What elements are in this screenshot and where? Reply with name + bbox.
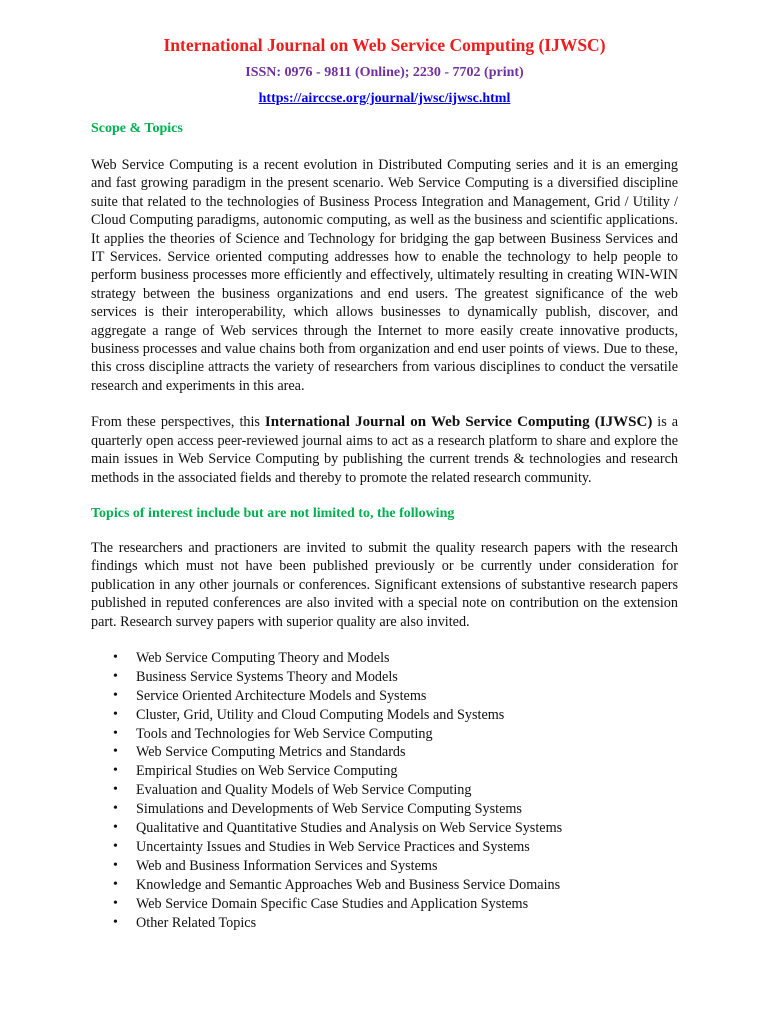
topic-list-item: • Uncertainty Issues and Studies in Web Service Practices and Systems bbox=[113, 838, 678, 857]
topic-list-item: • Empirical Studies on Web Service Computing bbox=[113, 762, 678, 781]
perspective-text-post: is a quarterly open access peer-reviewed journal aims to act as a research platform to share and explore the main issues in Web Service Computing by publishing the current trends & technologies and research methods in the associated fields and thereby to promote the related research community. bbox=[91, 414, 678, 486]
topic-list-item: • Service Oriented Architecture Models and Systems bbox=[113, 687, 678, 706]
topic-list bbox=[91, 649, 678, 933]
journal-name-inline: International Journal on Web Service Computing (IJWSC) bbox=[264, 414, 653, 431]
topic-list-item: • Business Service Systems Theory and Models bbox=[113, 668, 678, 687]
perspective-text-pre: From these perspectives, this bbox=[91, 414, 265, 431]
topic-list-item: • Qualitative and Quantitative Studies and Analysis on Web Service Systems bbox=[113, 819, 678, 838]
topic-list-item: • Web Service Computing Metrics and Standards bbox=[113, 743, 678, 762]
topic-list-item: • Tools and Technologies for Web Service Computing bbox=[113, 725, 678, 744]
topic-list-item: • Evaluation and Quality Models of Web Service Computing bbox=[113, 781, 678, 800]
topic-list-item: • Knowledge and Semantic Approaches Web and Business Service Domains bbox=[113, 876, 678, 895]
journal-title: International Journal on Web Service Computing (IJWSC) bbox=[163, 35, 606, 55]
perspective-paragraph bbox=[91, 413, 678, 487]
topics-intro-paragraph: The researchers and practioners are invited to submit the quality research papers with the research findings which must not have been published previously or be currently under consideration for publication in any other journals or conferences. Significant extensions of substantive research papers published in reputed conferences are also invited with a special note on contribution on the extension part. Research survey papers with superior quality are also invited. bbox=[91, 539, 678, 630]
topics-heading: Topics of interest include but are not limited to, the following bbox=[91, 505, 455, 521]
issn-line: ISSN: 0976 - 9811 (Online); 2230 - 7702 (print) bbox=[245, 65, 524, 80]
topic-list-item: • Web Service Domain Specific Case Studies and Application Systems bbox=[113, 895, 678, 914]
topic-list-item: • Web and Business Information Services and Systems bbox=[113, 857, 678, 876]
journal-url-line bbox=[91, 90, 678, 108]
journal-url-link[interactable]: https://airccse.org/journal/jwsc/ijwsc.html bbox=[258, 91, 511, 106]
scope-heading: Scope & Topics bbox=[91, 121, 183, 136]
topic-list-item: • Web Service Computing Theory and Models bbox=[113, 649, 678, 668]
topic-list-item: • Other Related Topics bbox=[113, 914, 678, 933]
scope-paragraph: Web Service Computing is a recent evolution in Distributed Computing series and it is an emerging and fast growing paradigm in the present scenario. Web Service Computing is a diversified discipline suite that related to the technologies of Business Process Integration and Management, Grid / Utility / Cloud Computing paradigms, autonomic computing, as well as the business and scientific applications. It applies the theories of Science and Technology for bridging the gap between Business Services and IT Services. Service oriented computing addresses how to enable the technology to help people to perform business processes more efficiently and effectively, ultimately resulting in creating WIN-WIN strategy between the business organizations and end users. The greatest significance of the web services is their interoperability, which allows businesses to dynamically publish, discover, and aggregate a range of Web services through the Internet to more easily create innovative products, business processes and value chains both from organization and end user points of views. Due to these, this cross discipline attracts the variety of researchers from various disciplines to conduct the versatile research and experiments in this area. bbox=[91, 157, 678, 394]
topic-list-item: • Simulations and Developments of Web Service Computing Systems bbox=[113, 800, 678, 819]
topic-list-item: • Cluster, Grid, Utility and Cloud Computing Models and Systems bbox=[113, 706, 678, 725]
